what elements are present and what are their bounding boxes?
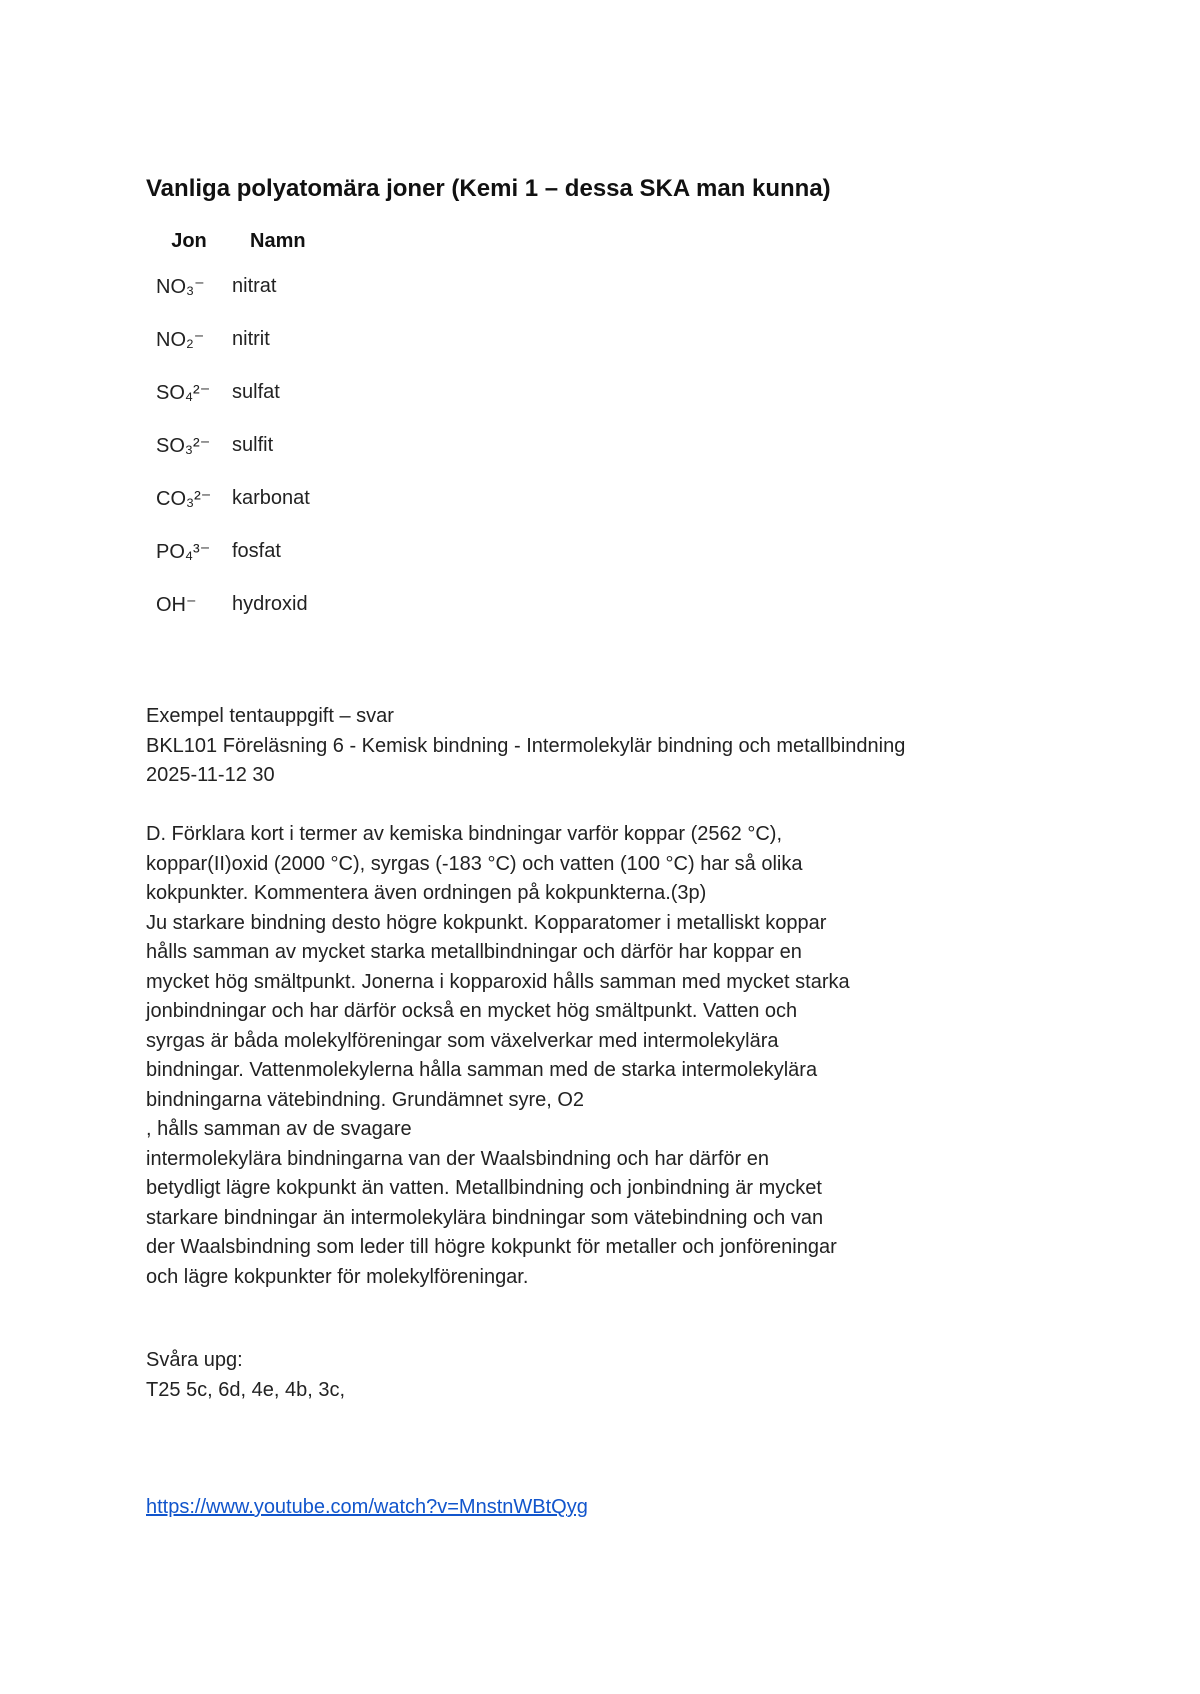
link-block <box>146 1493 588 1523</box>
ion-name: hydroxid <box>232 593 308 615</box>
exam-line: Ju starkare bindning desto högre kokpunkt. Kopparatomer i metalliskt koppar <box>146 911 827 934</box>
table-row <box>146 313 370 366</box>
header-name: Namn <box>250 229 306 252</box>
header-ion: Jon <box>171 229 207 252</box>
exam-header <box>146 702 905 791</box>
ion-name: sulfit <box>232 434 274 456</box>
exam-line: mycket hög smältpunkt. Jonerna i kopparoxid hålls samman med mycket starka <box>146 970 850 993</box>
ion-name: nitrat <box>232 275 277 297</box>
youtube-link[interactable]: https://www.youtube.com/watch?v=MnstnWBtQyg <box>146 1496 588 1518</box>
ion-formula: NO₃⁻ <box>156 276 205 298</box>
exam-line: kokpunkter. Kommentera även ordningen på kokpunkterna.(3p) <box>146 882 707 904</box>
exam-heading: Exempel tentauppgift – svar <box>146 705 394 727</box>
hard-heading: Svåra upg: <box>146 1349 243 1371</box>
exam-line: bindningar. Vattenmolekylerna hålla samman med de starka intermolekylära <box>146 1059 818 1081</box>
exam-line: syrgas är båda molekylföreningar som växelverkar med intermolekylära <box>146 1029 779 1052</box>
exam-line: hålls samman av mycket starka metallbindningar och därför har koppar en <box>146 941 802 963</box>
ion-formula: CO₃²⁻ <box>156 488 212 510</box>
hard-tasks <box>146 1346 345 1405</box>
ion-table <box>146 222 370 631</box>
exam-line: , hålls samman av de svagare <box>146 1118 412 1140</box>
exam-line: D. Förklara kort i termer av kemiska bindningar varför koppar (2562 °C), <box>146 823 783 845</box>
exam-answer <box>146 820 850 1292</box>
page-title: Vanliga polyatomära joner (Kemi 1 – dessa SKA man kunna) <box>146 175 831 202</box>
table-row <box>146 472 370 525</box>
exam-course: BKL101 Föreläsning 6 - Kemisk bindning - Intermolekylär bindning och metallbindning <box>146 734 906 757</box>
table-row <box>146 578 370 631</box>
ion-name: sulfat <box>232 381 280 403</box>
exam-line: der Waalsbindning som leder till högre kokpunkt för metaller och jonföreningar <box>146 1236 837 1258</box>
ion-formula: SO₄²⁻ <box>156 382 211 404</box>
ion-name: karbonat <box>232 487 310 509</box>
ion-formula: OH⁻ <box>156 594 197 616</box>
ion-formula: NO₂⁻ <box>156 329 205 351</box>
table-row <box>146 260 370 313</box>
exam-line: betydligt lägre kokpunkt än vatten. Metallbindning och jonbindning är mycket <box>146 1177 822 1199</box>
table-row <box>146 419 370 472</box>
table-row <box>146 366 370 419</box>
exam-line: koppar(II)oxid (2000 °C), syrgas (-183 °C) och vatten (100 °C) har så olika <box>146 852 803 875</box>
exam-line: och lägre kokpunkter för molekylföreningar. <box>146 1265 529 1288</box>
table-row <box>146 525 370 578</box>
ion-name: fosfat <box>232 540 281 562</box>
ion-name: nitrit <box>232 328 270 350</box>
exam-line: jonbindningar och har därför också en mycket hög smältpunkt. Vatten och <box>146 1000 798 1022</box>
exam-line: starkare bindningar än intermolekylära bindningar som vätebindning och van <box>146 1206 824 1229</box>
exam-line: bindningarna vätebindning. Grundämnet syre, O2 <box>146 1088 585 1111</box>
table-header-row <box>146 222 370 260</box>
exam-line: intermolekylära bindningarna van der Waalsbindning och har därför en <box>146 1147 769 1170</box>
hard-list: T25 5c, 6d, 4e, 4b, 3c, <box>146 1378 346 1401</box>
ion-formula: SO₃²⁻ <box>156 435 211 457</box>
ion-formula: PO₄³⁻ <box>156 541 211 563</box>
exam-date: 2025-11-12 30 <box>146 764 275 786</box>
